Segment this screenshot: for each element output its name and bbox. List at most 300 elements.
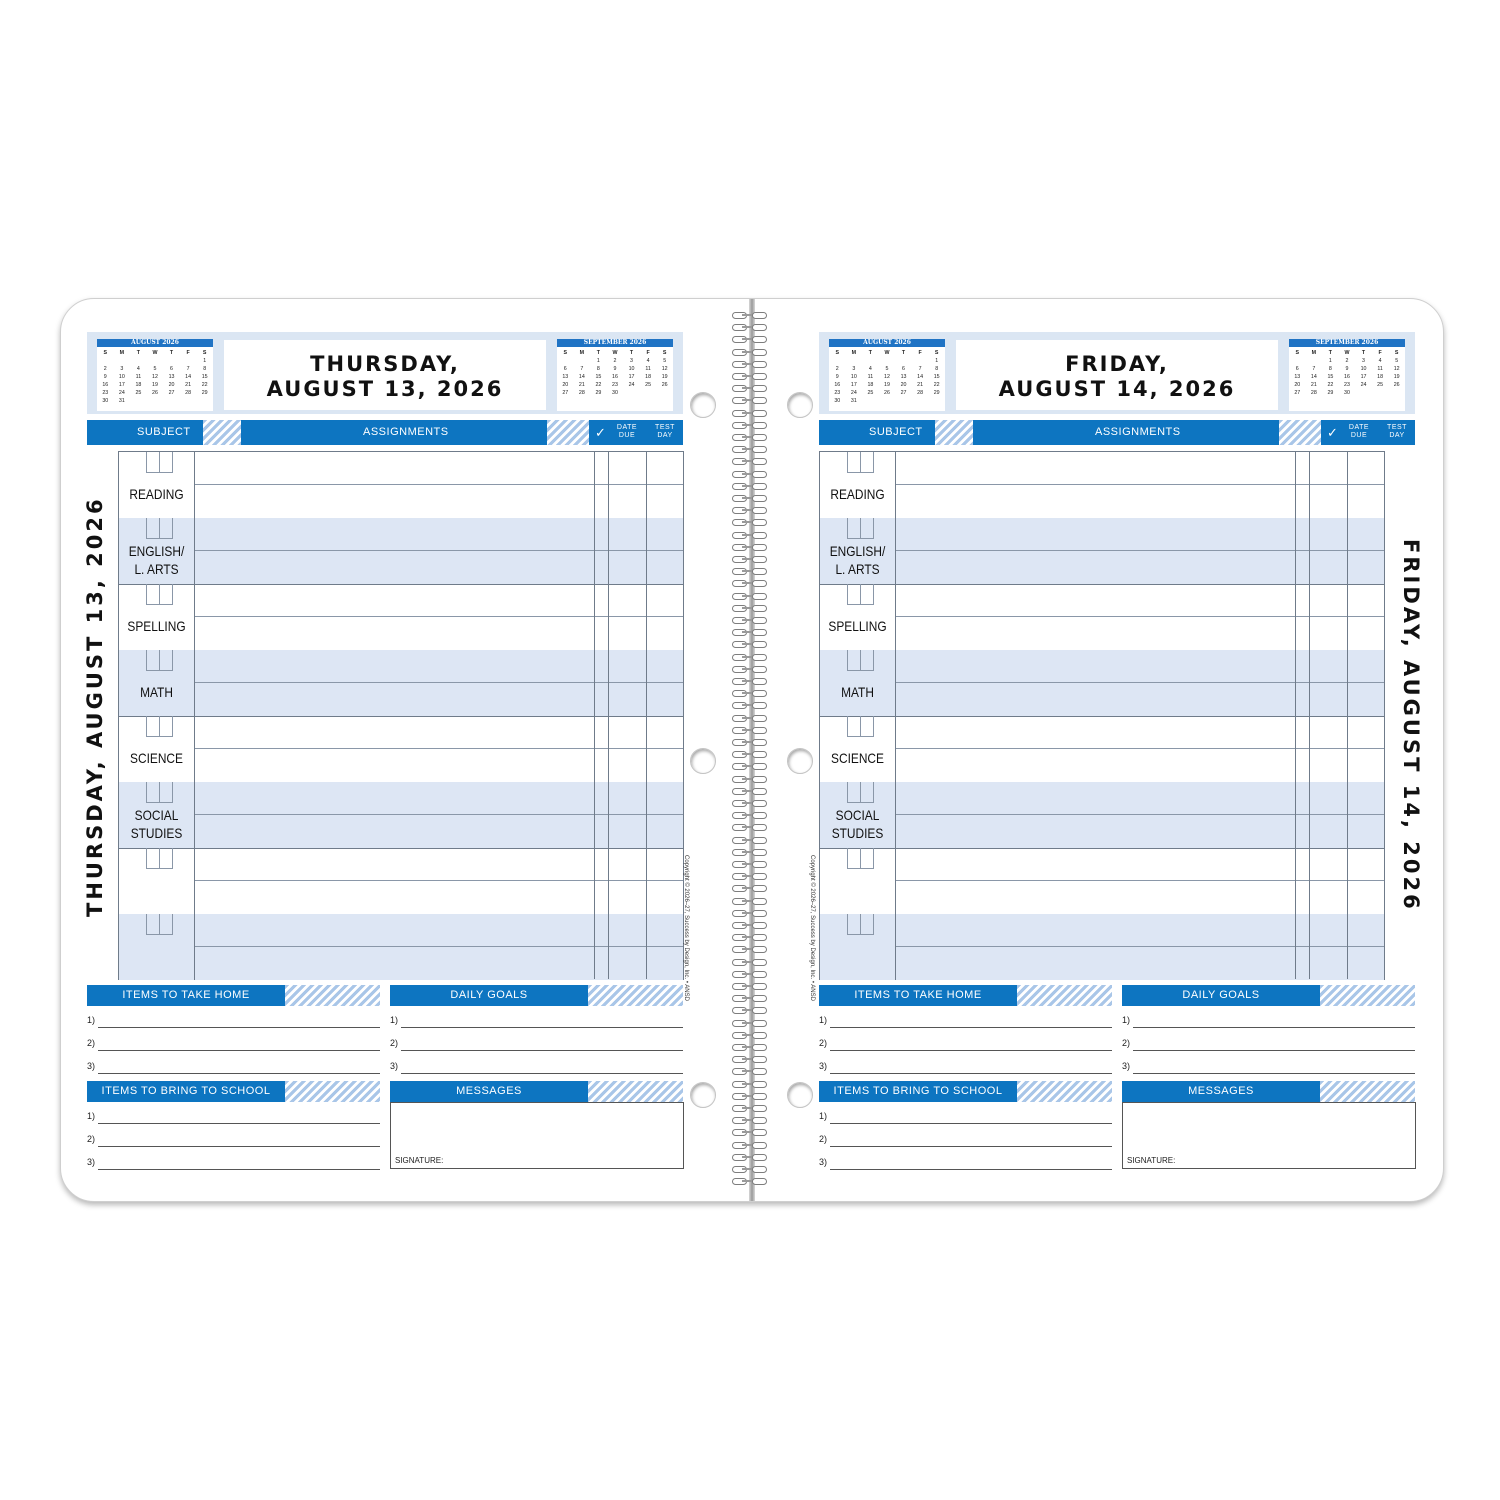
assignment-writing-line[interactable] — [896, 616, 1384, 617]
take-home-section-header — [819, 985, 1112, 1006]
calendar-day: 4 — [136, 366, 140, 372]
subject-column-header: SUBJECT — [137, 426, 191, 438]
spiral-coil — [732, 959, 768, 965]
subject-row — [820, 518, 1384, 585]
subject-row — [119, 848, 683, 915]
assignment-writing-line[interactable] — [896, 550, 1384, 551]
list-line[interactable] — [87, 1134, 380, 1148]
calendar-day: 15 — [1327, 374, 1334, 380]
calendar-day: 26 — [661, 382, 668, 388]
calendar-day: 23 — [102, 390, 109, 396]
assignments-column-header: ASSIGNMENTS — [1095, 426, 1181, 438]
spiral-coil — [732, 776, 768, 782]
assignment-writing-line[interactable] — [195, 748, 683, 749]
assignment-writing-line[interactable] — [896, 946, 1384, 947]
subject-cell — [820, 650, 896, 716]
calendar-day: 20 — [562, 382, 569, 388]
calendar-day: 16 — [102, 382, 109, 388]
calendar-day — [557, 357, 574, 365]
checkbox-pair[interactable] — [146, 650, 173, 671]
calendar-day: 23 — [1344, 382, 1350, 388]
calendar-day: 5 — [663, 358, 667, 364]
subject-row — [820, 848, 1384, 915]
calendar-day: 16 — [834, 382, 841, 388]
daily-goals-section-header — [390, 985, 683, 1006]
column-divider — [1309, 452, 1310, 979]
mini-calendar-august — [829, 339, 945, 411]
daily-goals-section-header — [1122, 985, 1415, 1006]
calendar-day: 17 — [628, 374, 635, 380]
assignment-writing-line[interactable] — [896, 880, 1384, 881]
calendar-day: 5 — [153, 366, 157, 372]
weekday-label: W — [1344, 350, 1350, 356]
weekday-label: T — [1361, 350, 1366, 356]
calendar-day — [862, 397, 879, 405]
spiral-coil — [732, 1068, 768, 1074]
spiral-coil — [732, 483, 768, 489]
list-number: 2) — [819, 1134, 828, 1144]
check-column-header: ✓ — [1327, 425, 1339, 440]
calendar-day: 10 — [628, 366, 635, 372]
calendar-day: 2 — [835, 366, 839, 372]
calendar-day: 25 — [645, 382, 652, 388]
spiral-coil — [732, 446, 768, 452]
calendar-day — [163, 397, 180, 405]
writing-line[interactable] — [830, 1050, 1112, 1051]
spiral-coil — [732, 715, 768, 721]
list-line[interactable] — [1122, 1038, 1415, 1052]
list-number: 3) — [1122, 1061, 1131, 1071]
weekday-label: M — [119, 350, 125, 356]
spiral-coil — [732, 580, 768, 586]
calendar-day — [147, 397, 164, 405]
checkbox-pair[interactable] — [847, 584, 874, 605]
spiral-coil — [732, 1117, 768, 1123]
spiral-coil — [732, 532, 768, 538]
assignment-writing-line[interactable] — [195, 946, 683, 947]
daily-goals-section-title: DAILY GOALS — [450, 989, 528, 1001]
weekday-label: M — [1311, 350, 1317, 356]
calendar-day: 11 — [645, 366, 651, 372]
calendar-day: 1 — [596, 358, 600, 364]
calendar-day: 31 — [118, 398, 125, 404]
spiral-coil — [732, 837, 768, 843]
spiral-binding — [728, 300, 772, 1190]
chevron-decoration — [203, 420, 241, 445]
calendar-day: 28 — [917, 390, 924, 396]
list-line[interactable] — [819, 1157, 1112, 1171]
calendar-day — [180, 397, 197, 405]
bring-to-school-section-title: ITEMS TO BRING TO SCHOOL — [101, 1085, 271, 1097]
calendar-day — [147, 357, 164, 365]
assignment-writing-line[interactable] — [195, 880, 683, 881]
calendar-day: 10 — [850, 374, 857, 380]
subject-label: MATH — [140, 684, 173, 700]
spiral-coil — [732, 1142, 768, 1148]
calendar-day: 18 — [1377, 374, 1384, 380]
calendar-day: 25 — [135, 390, 142, 396]
subject-cell — [820, 914, 896, 980]
chevron-decoration — [1320, 985, 1415, 1006]
subject-label: ENGLISH/ — [829, 543, 886, 559]
spiral-coil — [732, 385, 768, 391]
column-header-bar — [819, 420, 1415, 445]
calendar-day: 30 — [102, 398, 109, 404]
calendar-day: 19 — [1393, 374, 1400, 380]
calendar-day: 29 — [595, 390, 602, 396]
list-number: 3) — [390, 1061, 399, 1071]
weekday-label: F — [1378, 350, 1382, 356]
subject-row — [820, 914, 1384, 980]
calendar-day: 9 — [835, 374, 839, 380]
list-line[interactable] — [87, 1157, 380, 1171]
chevron-decoration — [547, 420, 589, 445]
calendar-day: 8 — [1328, 366, 1332, 372]
calendar-day: 4 — [646, 358, 650, 364]
writing-line[interactable] — [98, 1073, 380, 1074]
writing-line[interactable] — [830, 1027, 1112, 1028]
calendar-day: 18 — [867, 382, 874, 388]
spiral-coil — [732, 971, 768, 977]
list-line[interactable] — [1122, 1061, 1415, 1075]
writing-line[interactable] — [98, 1050, 380, 1051]
writing-line[interactable] — [830, 1123, 1112, 1124]
mini-calendar-title: AUGUST 2026 — [829, 339, 945, 347]
assignment-writing-line[interactable] — [195, 682, 683, 683]
calendar-day: 6 — [170, 366, 173, 372]
punch-hole — [690, 392, 716, 418]
list-number: 3) — [819, 1061, 828, 1071]
spiral-coil — [732, 1056, 768, 1062]
calendar-day — [1306, 357, 1323, 365]
mini-calendar-title: SEPTEMBER 2026 — [557, 339, 673, 347]
mini-calendar-august — [97, 339, 213, 411]
calendar-day: 19 — [152, 382, 158, 388]
subject-cell — [820, 452, 896, 518]
list-line[interactable] — [819, 1038, 1112, 1052]
checkbox-pair[interactable] — [847, 452, 874, 473]
writing-line[interactable] — [98, 1123, 380, 1124]
punch-hole — [690, 748, 716, 774]
column-header-bar — [87, 420, 683, 445]
calendar-day: 3 — [852, 366, 856, 372]
checkbox-pair[interactable] — [847, 518, 874, 539]
assignment-writing-line[interactable] — [896, 484, 1384, 485]
calendar-day — [912, 397, 929, 405]
calendar-day: 17 — [1360, 374, 1367, 380]
subject-row — [119, 452, 683, 519]
calendar-day: 1 — [935, 358, 939, 364]
take-home-section-title: ITEMS TO TAKE HOME — [122, 989, 250, 1001]
list-number: 1) — [87, 1015, 96, 1025]
spiral-coil — [732, 1081, 768, 1087]
spiral-coil — [732, 1178, 768, 1184]
chevron-decoration — [588, 985, 683, 1006]
calendar-day: 7 — [580, 366, 584, 372]
weekday-label: T — [136, 350, 141, 356]
list-line[interactable] — [819, 1015, 1112, 1029]
bottom-sections — [819, 985, 1415, 1175]
calendar-day: 9 — [613, 366, 617, 372]
writing-line[interactable] — [401, 1050, 683, 1051]
calendar-day — [829, 357, 846, 365]
assignment-writing-line[interactable] — [896, 814, 1384, 815]
subject-column-header: SUBJECT — [869, 426, 923, 438]
assignment-writing-line[interactable] — [195, 484, 683, 485]
calendar-day: 14 — [917, 374, 924, 380]
messages-box[interactable] — [390, 1102, 684, 1169]
list-number: 2) — [390, 1038, 399, 1048]
list-number: 1) — [819, 1111, 828, 1121]
calendar-day: 30 — [1344, 390, 1350, 396]
calendar-day: 6 — [563, 366, 567, 372]
writing-line[interactable] — [401, 1073, 683, 1074]
calendar-day: 15 — [595, 374, 602, 380]
calendar-day: 14 — [578, 374, 585, 380]
calendar-day — [879, 397, 896, 405]
writing-line[interactable] — [401, 1027, 683, 1028]
checkbox-pair[interactable] — [146, 584, 173, 605]
chevron-decoration — [588, 1081, 683, 1102]
calendar-day: 9 — [103, 374, 107, 380]
writing-line[interactable] — [98, 1169, 380, 1170]
calendar-day: 13 — [168, 374, 175, 380]
calendar-day: 13 — [1294, 374, 1301, 380]
subject-cell — [119, 716, 195, 782]
calendar-day: 30 — [834, 398, 841, 404]
list-line[interactable] — [390, 1038, 683, 1052]
writing-line[interactable] — [1133, 1050, 1415, 1051]
subject-label: READING — [830, 486, 885, 502]
spiral-coil — [732, 641, 768, 647]
weekday-label: F — [186, 350, 190, 356]
weekday-label: T — [169, 350, 174, 356]
checkbox-pair[interactable] — [146, 716, 173, 737]
test-day-column-header: TEST DAY — [1387, 424, 1407, 439]
mini-calendar-september — [557, 339, 673, 411]
calendar-day — [196, 397, 213, 405]
calendar-day — [912, 357, 929, 365]
list-line[interactable] — [1122, 1015, 1415, 1029]
calendar-day: 1 — [203, 358, 207, 364]
calendar-day — [895, 357, 912, 365]
calendar-day: 30 — [612, 390, 618, 396]
checkbox-pair[interactable] — [146, 518, 173, 539]
list-line[interactable] — [390, 1061, 683, 1075]
subject-cell — [119, 914, 195, 980]
calendar-day — [1388, 389, 1405, 397]
weekday-label: S — [563, 350, 568, 356]
subject-cell — [119, 848, 195, 914]
calendar-day: 4 — [1378, 358, 1382, 364]
calendar-day — [862, 357, 879, 365]
calendar-day — [180, 357, 197, 365]
calendar-day: 21 — [185, 382, 192, 388]
spiral-coil — [732, 519, 768, 525]
list-number: 2) — [87, 1038, 96, 1048]
column-divider — [594, 452, 595, 979]
spiral-coil — [732, 397, 768, 403]
spiral-coil — [732, 556, 768, 562]
calendar-day: 12 — [1393, 366, 1400, 372]
writing-line[interactable] — [1133, 1027, 1415, 1028]
test-day-column-header: TEST DAY — [655, 424, 675, 439]
checkbox-pair[interactable] — [146, 848, 173, 869]
spiral-coil — [732, 690, 768, 696]
calendar-day: 16 — [1344, 374, 1350, 380]
calendar-day: 29 — [1327, 390, 1334, 396]
list-line[interactable] — [819, 1061, 1112, 1075]
writing-line[interactable] — [830, 1169, 1112, 1170]
chevron-decoration — [1320, 1081, 1415, 1102]
calendar-day: 14 — [1310, 374, 1317, 380]
calendar-day: 24 — [850, 390, 857, 396]
weekday-label: S — [934, 350, 939, 356]
subject-row — [119, 782, 683, 849]
calendar-day: 2 — [1345, 358, 1349, 364]
subject-label: SOCIAL — [835, 807, 880, 823]
calendar-day: 26 — [152, 390, 158, 396]
spiral-coil — [732, 849, 768, 855]
column-divider — [608, 452, 609, 979]
writing-line[interactable] — [830, 1073, 1112, 1074]
weekday-label: W — [884, 350, 890, 356]
spiral-coil — [732, 861, 768, 867]
checkbox-pair[interactable] — [146, 782, 173, 803]
calendar-day: 12 — [884, 374, 890, 380]
list-line[interactable] — [87, 1111, 380, 1125]
calendar-day: 15 — [201, 374, 208, 380]
calendar-day: 6 — [1295, 366, 1299, 372]
checkbox-pair[interactable] — [146, 914, 173, 935]
list-line[interactable] — [87, 1061, 380, 1075]
spiral-coil — [732, 434, 768, 440]
spiral-coil — [732, 1044, 768, 1050]
spiral-coil — [732, 495, 768, 501]
calendar-day — [130, 357, 147, 365]
calendar-day: 24 — [1360, 382, 1367, 388]
calendar-day: 7 — [918, 366, 922, 372]
chevron-decoration — [935, 420, 973, 445]
list-number: 3) — [87, 1061, 96, 1071]
calendar-day: 27 — [168, 390, 175, 396]
spiral-coil — [732, 1105, 768, 1111]
subject-row — [820, 716, 1384, 783]
list-line[interactable] — [819, 1134, 1112, 1148]
spiral-coil — [732, 702, 768, 708]
weekday-label: S — [1295, 350, 1300, 356]
list-line[interactable] — [87, 1015, 380, 1029]
assignment-writing-line[interactable] — [195, 814, 683, 815]
weekday-label: S — [1394, 350, 1399, 356]
date-due-column-header: DATE DUE — [1348, 424, 1370, 439]
writing-line[interactable] — [98, 1146, 380, 1147]
messages-box[interactable] — [1122, 1102, 1416, 1169]
calendar-day: 18 — [135, 382, 142, 388]
list-number: 2) — [819, 1038, 828, 1048]
daily-goals-section-title: DAILY GOALS — [1182, 989, 1260, 1001]
checkbox-pair[interactable] — [146, 452, 173, 473]
weekday-label: T — [629, 350, 634, 356]
weekday-label: T — [868, 350, 873, 356]
subject-label: SPELLING — [828, 618, 887, 634]
calendar-day: 8 — [203, 366, 207, 372]
assignment-writing-line[interactable] — [896, 748, 1384, 749]
checkbox-pair[interactable] — [847, 914, 874, 935]
spiral-coil — [732, 898, 768, 904]
list-line[interactable] — [390, 1015, 683, 1029]
assignment-writing-line[interactable] — [195, 550, 683, 551]
subject-label: READING — [129, 486, 184, 502]
chevron-decoration — [285, 985, 380, 1006]
calendar-day — [846, 357, 863, 365]
assignment-writing-line[interactable] — [195, 616, 683, 617]
list-line[interactable] — [819, 1111, 1112, 1125]
list-number: 1) — [390, 1015, 399, 1025]
weekday-label: T — [596, 350, 601, 356]
spiral-coil — [732, 324, 768, 330]
spiral-coil — [732, 410, 768, 416]
calendar-day: 20 — [168, 382, 175, 388]
weekday-label: M — [579, 350, 585, 356]
writing-line[interactable] — [1133, 1073, 1415, 1074]
calendar-day: 27 — [1294, 390, 1301, 396]
writing-line[interactable] — [830, 1146, 1112, 1147]
chevron-decoration — [285, 1081, 380, 1102]
calendar-day: 19 — [884, 382, 890, 388]
bottom-sections — [87, 985, 683, 1175]
subject-label: SCIENCE — [130, 750, 183, 766]
calendar-day: 7 — [1312, 366, 1316, 372]
calendar-day — [656, 389, 673, 397]
spiral-coil — [732, 812, 768, 818]
weekday-label: T — [1328, 350, 1333, 356]
subject-row — [820, 782, 1384, 849]
checkbox-pair[interactable] — [847, 716, 874, 737]
subject-label: L. ARTS — [835, 561, 880, 577]
spiral-coil — [732, 910, 768, 916]
calendar-day: 7 — [186, 366, 190, 372]
calendar-day: 17 — [850, 382, 857, 388]
checkbox-pair[interactable] — [847, 650, 874, 671]
list-line[interactable] — [87, 1038, 380, 1052]
spiral-coil — [732, 800, 768, 806]
list-number: 2) — [1122, 1038, 1131, 1048]
subject-cell — [119, 650, 195, 716]
spiral-coil — [732, 458, 768, 464]
messages-section-title: MESSAGES — [456, 1085, 522, 1097]
spiral-coil — [732, 788, 768, 794]
list-number: 2) — [87, 1134, 96, 1144]
assignment-writing-line[interactable] — [896, 682, 1384, 683]
copyright-note: Copyright © 2026–27, Success by Design, Inc. • ANSD — [809, 855, 815, 1001]
calendar-day: 25 — [867, 390, 874, 396]
weekday-label: M — [851, 350, 857, 356]
calendar-day — [640, 389, 657, 397]
checkbox-pair[interactable] — [847, 848, 874, 869]
column-divider — [1347, 452, 1348, 979]
writing-line[interactable] — [98, 1027, 380, 1028]
weekday-label: F — [646, 350, 650, 356]
calendar-day: 26 — [1393, 382, 1400, 388]
calendar-day — [895, 397, 912, 405]
checkbox-pair[interactable] — [847, 782, 874, 803]
spiral-coil — [732, 739, 768, 745]
subject-cell — [820, 716, 896, 782]
calendar-day: 31 — [850, 398, 857, 404]
weekday-label: W — [612, 350, 618, 356]
bring-to-school-section-header — [87, 1081, 380, 1102]
